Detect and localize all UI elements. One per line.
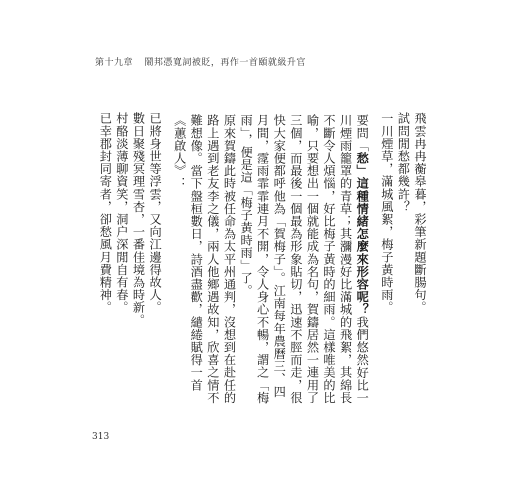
vertical-body-text [97, 88, 428, 408]
paragraph: 原來賀鑄此時被任命為太平州通判，沒想到在赴任的路上遇到老友李之儀，兩人他鄉遇故知，欣喜之情不難想像。當下盤桓數日，詩酒盡歡，繾綣賦得一首《蕙啟人》： [172, 114, 237, 404]
page-number: 313 [92, 432, 110, 442]
chapter-title: 鬧邦憑寬詞被貶，再作一首頤就級升官 [144, 58, 306, 68]
chapter-label: 第十九章 [95, 58, 134, 68]
verse-line: 一川煙草，滿城風絮，梅子黃時雨。 [379, 112, 394, 314]
poem-line: 已將身世等浮雲，又向江邊得故人。 [148, 112, 163, 314]
running-head [95, 55, 306, 68]
verse-line: 飛雲冉冉蘅皋暮，彩筆新題斷腸句。 [413, 112, 427, 314]
poem-line: 數日聚殘冥理雪杏，一番佳境為時新。 [131, 112, 146, 327]
poem-line: 村酪淡薄聊資笑，洞户深閒自有春。 [114, 112, 129, 314]
poem-line: 已幸郡封同寄者，卻愁風月費精神。 [98, 112, 113, 314]
paragraph-rest: 我們悠然好比一川煙雨籠罩的青草；其瀰漫好比滿城的飛絮，其綿長不斷令人煩惱，好比梅子黃時的細雨。這樣唯美的比喻，只要想出一個就能成為名句，賀鑄居然一連用了三個，而最後一個最為形象貼切，迅速不脛而走，很快大家便都呼他為「賀梅子」。江南每年農曆三、四月間，霪雨霏霏連月不開，令人身心不暢，謂之「梅雨」，便是這「梅子黃時雨」了。 [239, 114, 370, 404]
paragraph [237, 88, 370, 408]
verse-line: 試問閒愁都幾許？ [396, 112, 411, 213]
paragraph-lead: 要問「 [355, 114, 370, 152]
bold-question: 愁」這種情緒怎麼來形容呢？ [355, 151, 370, 316]
